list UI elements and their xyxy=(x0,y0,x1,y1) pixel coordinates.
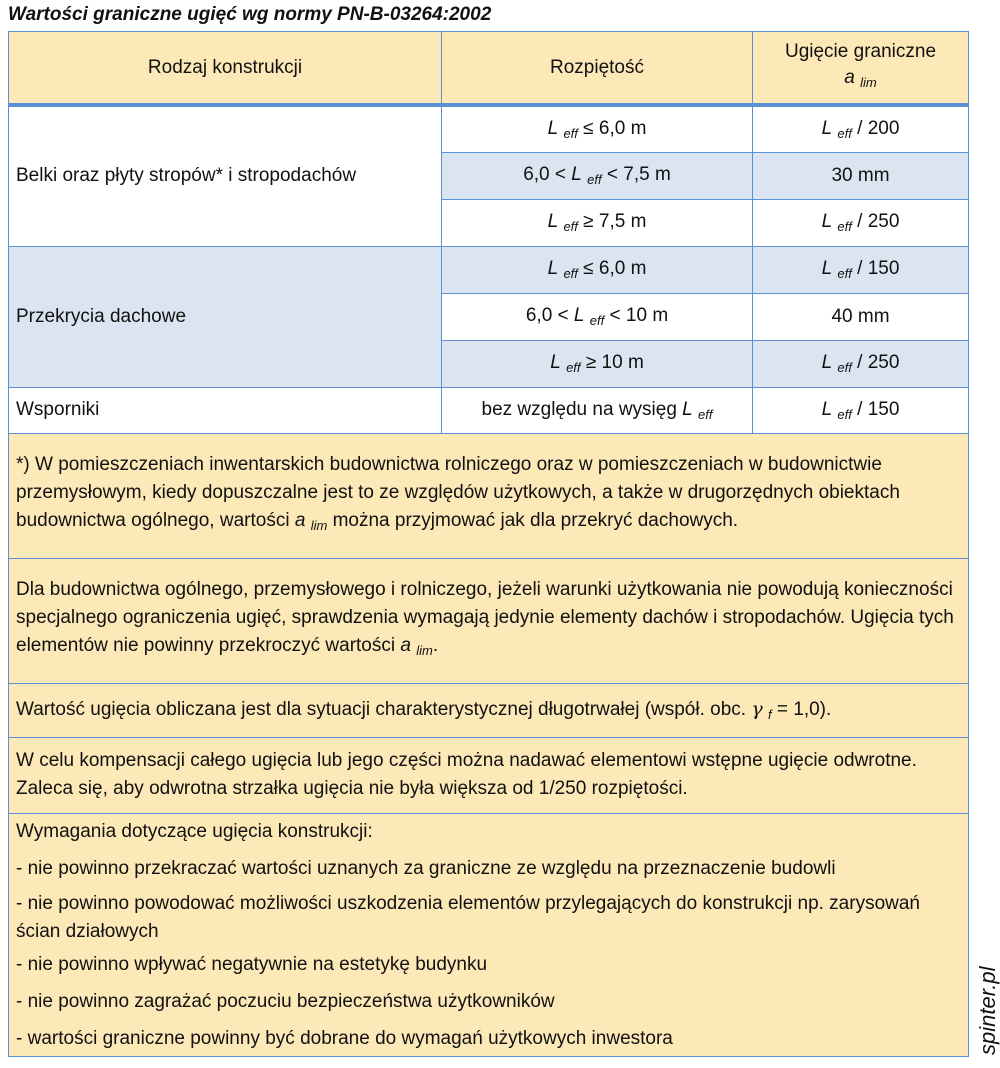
note-row xyxy=(9,558,969,683)
requirements-section xyxy=(9,813,969,1056)
note-row xyxy=(9,813,969,1056)
general-construction-note: Dla budownictwa ogólnego, przemysłowego i rolniczego, jeżeli warunki użytkowania nie powodują konieczności specjalnego ograniczenia ugięć, sprawdzenia wymagają jedynie elementy dachów i stropodachów. Ugięcia tych elementów nie powinny przekroczyć wartości a $_{lim}$. xyxy=(9,558,969,683)
header-limit-deflection xyxy=(753,32,969,106)
note-row xyxy=(9,683,969,737)
site-watermark: spinter.pl xyxy=(975,966,1000,1055)
limit-cell: L $_{eff}$ / 250 xyxy=(753,340,969,387)
calculation-situation-note: Wartość ugięcia obliczana jest dla sytuacji charakterystycznej długotrwałej (współ. obc. γ $_f$ = 1,0). xyxy=(9,683,969,737)
limit-cell: L $_{eff}$ / 150 xyxy=(753,387,969,433)
note-row xyxy=(9,433,969,558)
limit-cell: L $_{eff}$ / 200 xyxy=(753,105,969,152)
construction-type-cell: Belki oraz płyty stropów* i stropodachów xyxy=(9,105,442,246)
table-row xyxy=(9,105,969,152)
limit-cell: 40 mm xyxy=(753,293,969,340)
list-item: - nie powinno przekraczać wartości uznanych za graniczne ze względu na przeznaczenie budowli xyxy=(16,857,836,879)
span-cell: L $_{eff}$ ≤ 6,0 m xyxy=(442,246,753,293)
limit-cell: L $_{eff}$ / 250 xyxy=(753,199,969,246)
list-item: - nie powinno zagrażać poczuciu bezpieczeństwa użytkowników xyxy=(16,990,555,1012)
span-cell: L $_{eff}$ ≤ 6,0 m xyxy=(442,105,753,152)
list-item: - wartości graniczne powinny być dobrane do wymagań użytkowych inwestora xyxy=(16,1027,673,1049)
construction-type-cell: Wsporniki xyxy=(9,387,442,433)
span-cell: 6,0 < L $_{eff}$ < 7,5 m xyxy=(442,152,753,199)
footnote-note: *) W pomieszczeniach inwentarskich budownictwa rolniczego oraz w pomieszczeniach w budownictwie przemysłowym, kiedy dopuszczalne jest to ze względów użytkowych, a także w drugorzędnych obiektach budownictwa ogólnego, wartości a $_{lim}$ można przyjmować jak dla przekryć dachowych. xyxy=(9,433,969,558)
note-row xyxy=(9,737,969,813)
construction-type-cell: Przekrycia dachowe xyxy=(9,246,442,387)
page-title: Wartości graniczne ugięć wg normy PN-B-03264:2002 xyxy=(8,4,492,25)
span-cell: L $_{eff}$ ≥ 10 m xyxy=(442,340,753,387)
table-header-row xyxy=(9,32,969,106)
deflection-limits-table xyxy=(8,31,969,1057)
table-row xyxy=(9,246,969,293)
table-row xyxy=(9,387,969,433)
list-item: - nie powinno powodować możliwości uszkodzenia elementów przylegających do konstrukcji np. zarysowań ścian działowych xyxy=(16,892,921,942)
span-cell: bez względu na wysięg L $_{eff}$ xyxy=(442,387,753,433)
list-item: - nie powinno wpływać negatywnie na estetykę budynku xyxy=(16,953,488,975)
header-limit-label: Ugięcie graniczne xyxy=(784,41,937,62)
limit-cell: 30 mm xyxy=(753,152,969,199)
span-cell: 6,0 < L $_{eff}$ < 10 m xyxy=(442,293,753,340)
header-span: Rozpiętość xyxy=(442,32,753,106)
requirements-heading: Wymagania dotyczące ugięcia konstrukcji: xyxy=(16,820,373,842)
limit-cell: L $_{eff}$ / 150 xyxy=(753,246,969,293)
camber-note: W celu kompensacji całego ugięcia lub jego części można nadawać elementowi wstępne ugięcie odwrotne. Zaleca się, aby odwrotna strzałka ugięcia nie była większa od 1/250 rozpiętości. xyxy=(9,737,969,813)
header-construction-type: Rodzaj konstrukcji xyxy=(9,32,442,106)
header-limit-symbol: a $_{lim}$ xyxy=(844,67,877,90)
span-cell: L $_{eff}$ ≥ 7,5 m xyxy=(442,199,753,246)
